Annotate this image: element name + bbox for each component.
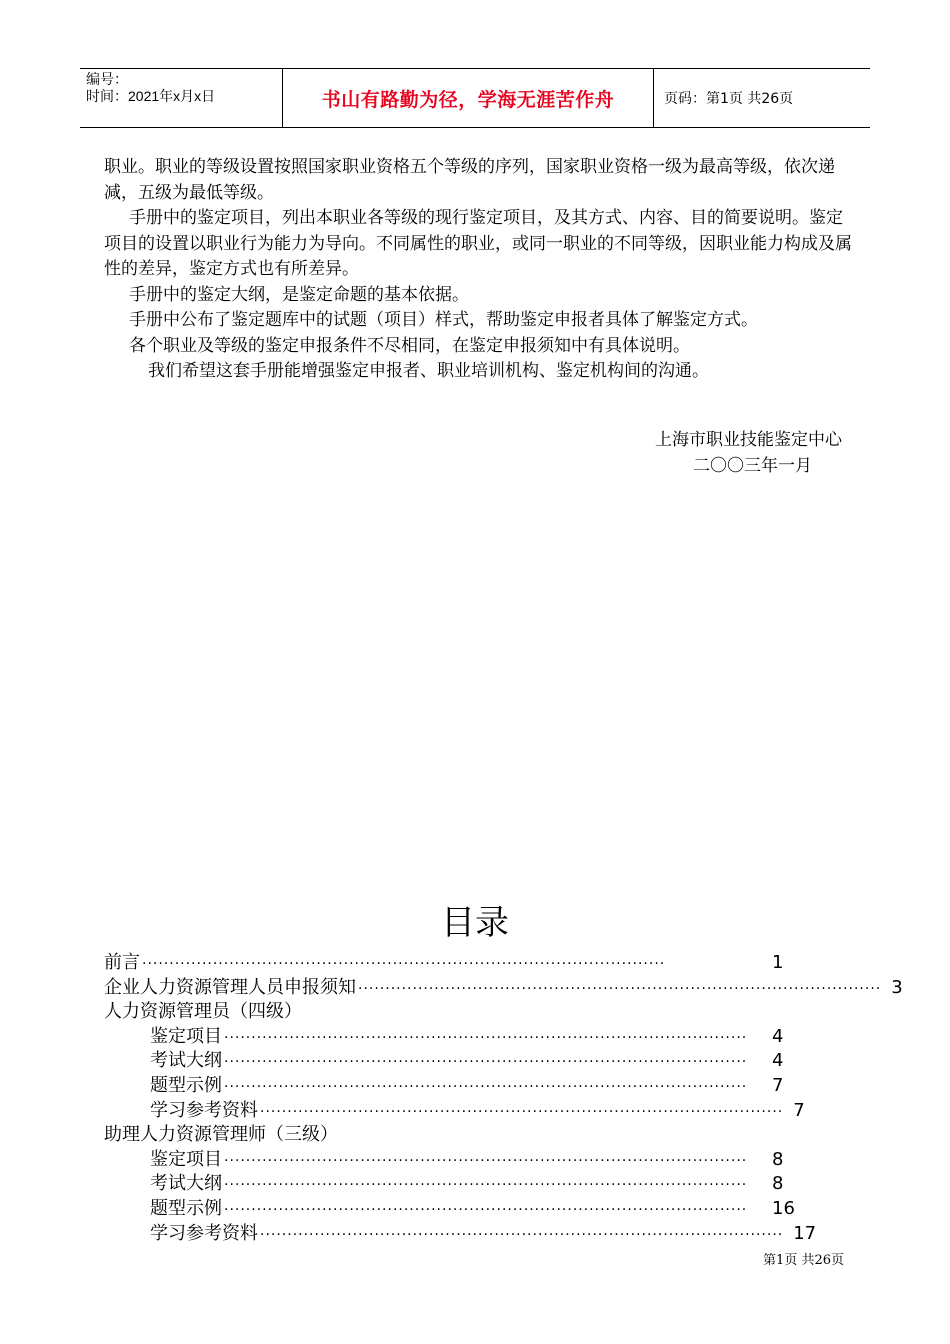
toc-leader-dots: ································································································ (358, 980, 882, 997)
toc-entry-label: 前言 (104, 952, 140, 973)
toc-entry-page: 16 (772, 1197, 795, 1219)
toc-entry-page: 8 (772, 1148, 784, 1170)
toc-leader-dots: ································································································ (224, 1078, 748, 1095)
paragraph-6: 我们希望这套手册能增强鉴定申报者、职业培训机构、鉴定机构间的沟通。 (148, 361, 709, 381)
toc-entry-label: 考试大纲 (150, 1173, 222, 1195)
toc-entry[interactable] (104, 976, 903, 1001)
toc-entry[interactable] (104, 1222, 817, 1247)
signature-org: 上海市职业技能鉴定中心 (655, 430, 842, 450)
toc-entry-page: 4 (772, 1050, 784, 1072)
paragraph-4: 手册中公布了鉴定题库中的试题（项目）样式，帮助鉴定申报者具体了解鉴定方式。 (129, 310, 758, 330)
serial-label: 编号： (86, 71, 128, 87)
toc-entry-label: 学习参考资料 (150, 1222, 258, 1244)
paragraph-2: 手册中的鉴定项目，列出本职业各等级的现行鉴定项目，及其方式、内容、目的简要说明。鉴定项目的设置以职业行为能力为导向。不同属性的职业，或同一职业的不同等级，因职业能力构成及属性的差异，鉴定方式也有所差异。 (104, 208, 852, 279)
header-meta (80, 69, 282, 127)
toc-leader-dots: ································································································ (224, 1177, 748, 1194)
date-label: 时间：2021年x月x日 (86, 88, 216, 104)
toc-entry-label: 助理人力资源管理师（三级） (104, 1124, 338, 1146)
toc-entry[interactable] (104, 1172, 804, 1197)
toc-entry-page: 1 (772, 952, 784, 973)
toc-entry-page: 17 (793, 1222, 817, 1244)
table-of-contents (104, 951, 903, 1246)
toc-title: 目录 (441, 903, 509, 943)
toc-entry-page: 4 (772, 1025, 784, 1047)
toc-entry[interactable] (104, 1074, 804, 1099)
paragraph-3: 手册中的鉴定大纲，是鉴定命题的基本依据。 (129, 284, 469, 305)
signature-block (655, 428, 842, 479)
toc-entry-label: 鉴定项目 (150, 1148, 222, 1170)
toc-entry-label: 题型示例 (150, 1197, 222, 1219)
toc-entry-page: 7 (793, 1099, 805, 1121)
toc-leader-dots: ································································································ (224, 1201, 748, 1218)
toc-entry-page: 3 (891, 976, 903, 998)
toc-section-heading[interactable] (104, 1000, 804, 1025)
toc-leader-dots: ································································································ (224, 1054, 748, 1071)
header-motto: 书山有路勤为径，学海无涯苦作舟 (321, 88, 615, 111)
toc-leader-dots: ································································································ (224, 1029, 748, 1046)
toc-entry-page: 7 (772, 1074, 784, 1096)
preface-body (104, 155, 856, 385)
toc-entry-label: 企业人力资源管理人员申报须知 (104, 976, 356, 998)
toc-entry[interactable] (104, 1049, 804, 1074)
toc-entry[interactable] (104, 1148, 804, 1173)
page-footer: 第1页 共26页 (763, 1253, 844, 1268)
toc-entry-label: 人力资源管理员（四级） (104, 1001, 302, 1023)
toc-leader-dots: ································································································ (260, 1226, 784, 1243)
paragraph-1: 职业。职业的等级设置按照国家职业资格五个等级的序列，国家职业资格一级为最高等级，依次递减，五级为最低等级。 (104, 157, 835, 203)
toc-entry[interactable] (104, 1197, 804, 1222)
toc-entry-label: 考试大纲 (150, 1050, 222, 1072)
toc-entry-label: 题型示例 (150, 1074, 222, 1096)
toc-leader-dots: ································································································ (260, 1103, 784, 1120)
paragraph-5: 各个职业及等级的鉴定申报条件不尽相同，在鉴定申报须知中有具体说明。 (129, 335, 690, 356)
toc-entry-label: 学习参考资料 (150, 1099, 258, 1121)
toc-leader-dots: ································································································ (142, 956, 666, 972)
toc-entry[interactable] (104, 1099, 804, 1124)
toc-leader-dots: ································································································ (224, 1152, 748, 1169)
header-motto-cell (282, 69, 654, 127)
toc-entry[interactable] (104, 951, 804, 976)
header-page-info: 页码：第1页 共26页 (664, 91, 794, 107)
page-header (80, 68, 870, 128)
toc-entry-page: 8 (772, 1173, 784, 1195)
toc-section-heading[interactable] (104, 1123, 804, 1148)
toc-entry[interactable] (104, 1025, 804, 1050)
signature-date: 二〇〇三年一月 (693, 455, 812, 476)
toc-entry-label: 鉴定项目 (150, 1025, 222, 1047)
